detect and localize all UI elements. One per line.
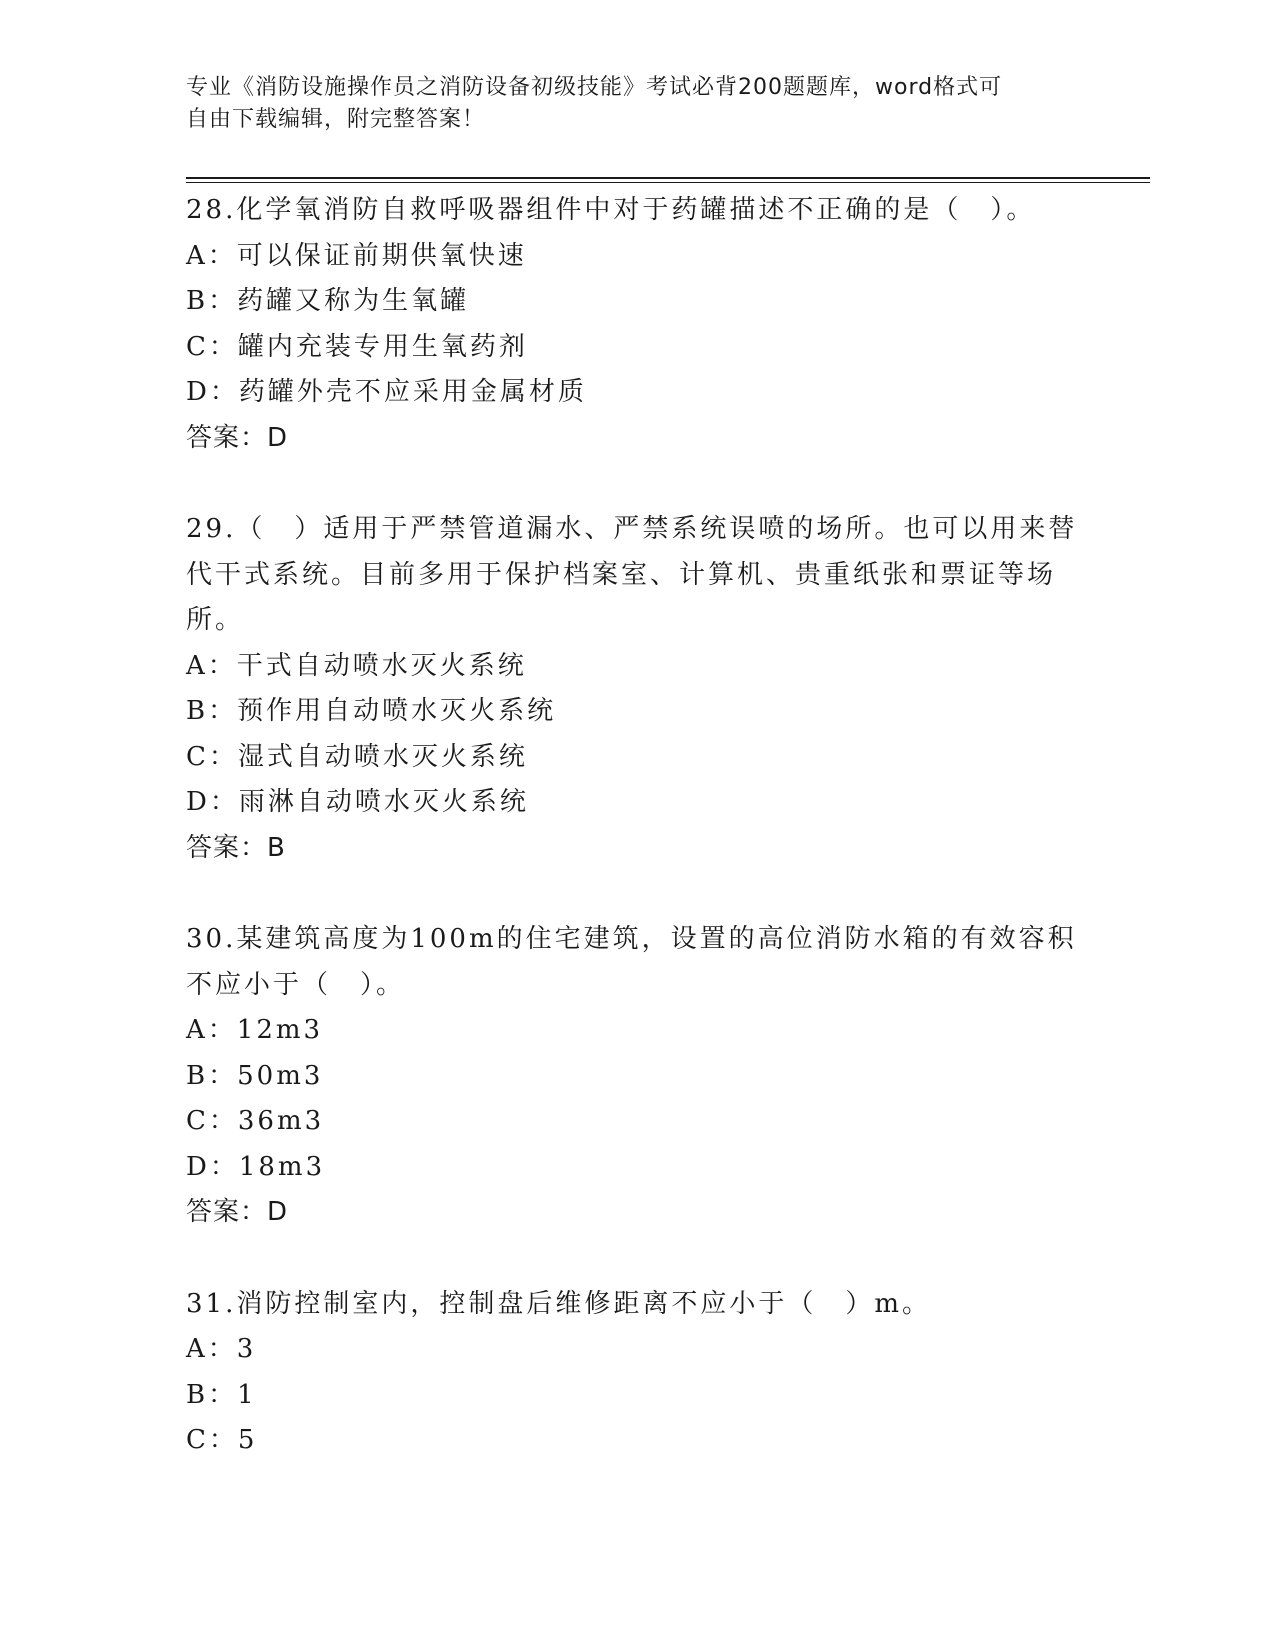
question-item: [186, 917, 1086, 1236]
stem-line: 30.某建筑高度为100m的住宅建筑，设置的高位消防水箱的有效容积: [186, 924, 1077, 954]
option-b: B：1: [186, 1379, 257, 1410]
option-d: D：药罐外壳不应采用金属材质: [186, 377, 587, 407]
option-c: C：5: [186, 1425, 258, 1455]
question-list: [186, 188, 1086, 1510]
document-header: [186, 72, 1066, 136]
question-stem: [186, 188, 1086, 234]
answer-line: 答案：D: [186, 1197, 289, 1227]
option-c: C：罐内充装专用生氧药剂: [186, 331, 528, 362]
question-stem: [186, 507, 1086, 644]
option-a: A：可以保证前期供氧快速: [186, 240, 527, 271]
stem-line: 28.化学氧消防自救呼吸器组件中对于药罐描述不正确的是（ ）。: [186, 195, 1036, 225]
option-a: A：3: [186, 1334, 257, 1364]
option-a: A：干式自动喷水灭火系统: [186, 650, 527, 681]
question-item: [186, 188, 1086, 461]
option-d: D：18m3: [186, 1151, 326, 1182]
question-item: [186, 1282, 1086, 1464]
option-b: B：预作用自动喷水灭火系统: [186, 696, 557, 726]
question-stem: [186, 1282, 1086, 1328]
stem-line: 29.（ ）适用于严禁管道漏水、严禁系统误喷的场所。也可以用来替: [186, 514, 1078, 544]
option-b: B：50m3: [186, 1060, 324, 1091]
option-c: C：36m3: [186, 1106, 325, 1136]
answer-line: 答案：B: [186, 832, 286, 863]
stem-line: 代干式系统。目前多用于保护档案室、计算机、贵重纸张和票证等场: [186, 559, 1057, 590]
question-stem: [186, 917, 1086, 1008]
answer-line: 答案：D: [186, 422, 289, 453]
question-item: [186, 507, 1086, 871]
option-c: C：湿式自动喷水灭火系统: [186, 741, 528, 772]
option-d: D：雨淋自动喷水灭火系统: [186, 787, 529, 817]
option-a: A：12m3: [186, 1015, 324, 1045]
stem-line: 31.消防控制室内，控制盘后维修距离不应小于（ ）m。: [186, 1288, 932, 1319]
header-line: 自由下载编辑，附完整答案！: [186, 107, 486, 132]
stem-line: 不应小于（ ）。: [186, 969, 406, 1000]
stem-line: 所。: [186, 605, 245, 635]
header-divider-thick: [186, 177, 1150, 179]
header-line: 专业《消防设施操作员之消防设备初级技能》考试必背200题题库，word格式可: [186, 75, 1003, 100]
header-divider-thin: [186, 182, 1150, 183]
option-b: B：药罐又称为生氧罐: [186, 286, 470, 316]
